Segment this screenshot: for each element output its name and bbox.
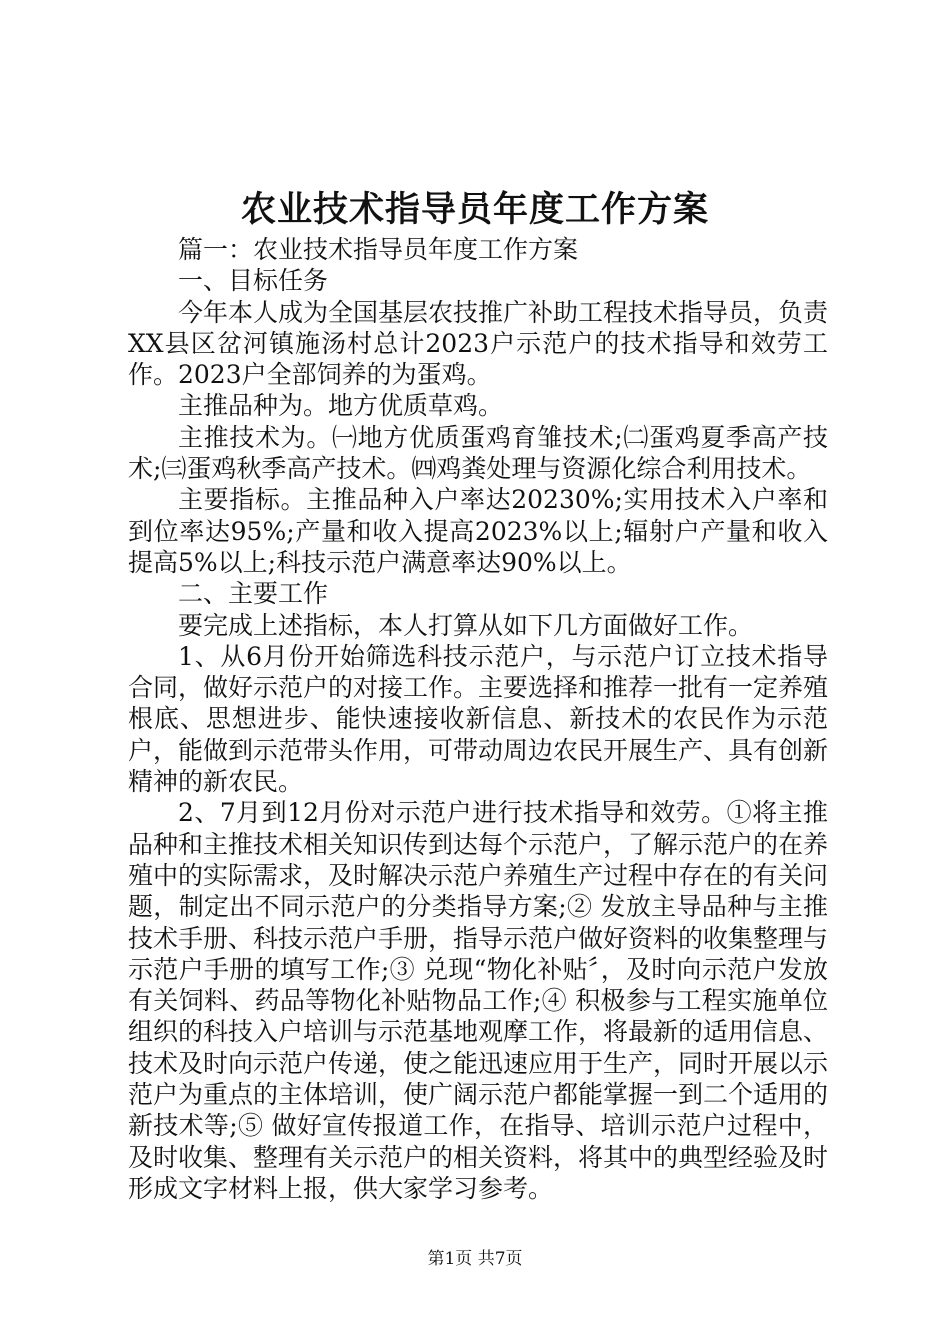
subsection-heading: 二、主要工作 [178,579,329,609]
subsection-heading: 一、目标任务 [178,266,329,296]
body-paragraph: 主要指标。主推品种入户率达20230%;实用技术入户率和到位率达95%;产量和收入提高2023%以上;辐射户产量和收入提高5%以上;科技示范户满意率达90%以上。 [128,485,828,577]
body-paragraph: 2、7月到12月份对示范户进行技术指导和效劳。①将主推品种和主推技术相关知识传到达每个示范户，了解示范户的在养殖中的实际需求，及时解决示范户养殖生产过程中存在的有关问题，制定出不同示范户的分类指导方案;② 发放主导品种与主推技术手册、科技示范户手册，指导示范户做好资料的收集整理与示范户手册的填写工作;③ 兑现“物化补贴〞，及时向示范户发放有关饲料、药品等物化补贴物品工作;④ 积极参与工程实施单位组织的科技入户培训与示范基地观摩工作，将最新的适用信息、技术及时向示范户传递，使之能迅速应用于生产，同时开展以示范户为重点的主体培训，使广阔示范户都能掌握一到二个适用的新技术等;⑤ 做好宣传报道工作，在指导、培训示范户过程中，及时收集、整理有关示范户的相关资料，将其中的典型经验及时形成文字材料上报，供大家学习参考。 [128,798,829,1203]
body-paragraph: 1、从6月份开始筛选科技示范户，与示范户订立技术指导合同，做好示范户的对接工作。主要选择和推荐一批有一定养殖根底、思想进步、能快速接收新信息、新技术的农民作为示范户，能做到示范带头作用，可带动周边农民开展生产、具有创新精神的新农民。 [128,641,829,797]
body-paragraph: 主推技术为。㈠地方优质蛋鸡育雏技术;㈡蛋鸡夏季高产技术;㈢蛋鸡秋季高产技术。㈣鸡粪处理与资源化综合利用技术。 [128,422,828,484]
body-paragraph: 要完成上述指标，本人打算从如下几方面做好工作。 [178,610,754,640]
section-heading: 篇一：农业技术指导员年度工作方案 [178,235,579,264]
page-number-footer: 第1页 共7页 [427,1249,523,1269]
body-paragraph: 今年本人成为全国基层农技推广补助工程技术指导员，负责XX县区岔河镇施汤村总计2023户示范户的技术指导和效劳工作。2023户全部饲养的为蛋鸡。 [128,297,829,390]
body-paragraph: 主推品种为。地方优质草鸡。 [178,391,504,421]
document-title: 农业技术指导员年度工作方案 [240,189,709,230]
document-body [128,234,828,1204]
